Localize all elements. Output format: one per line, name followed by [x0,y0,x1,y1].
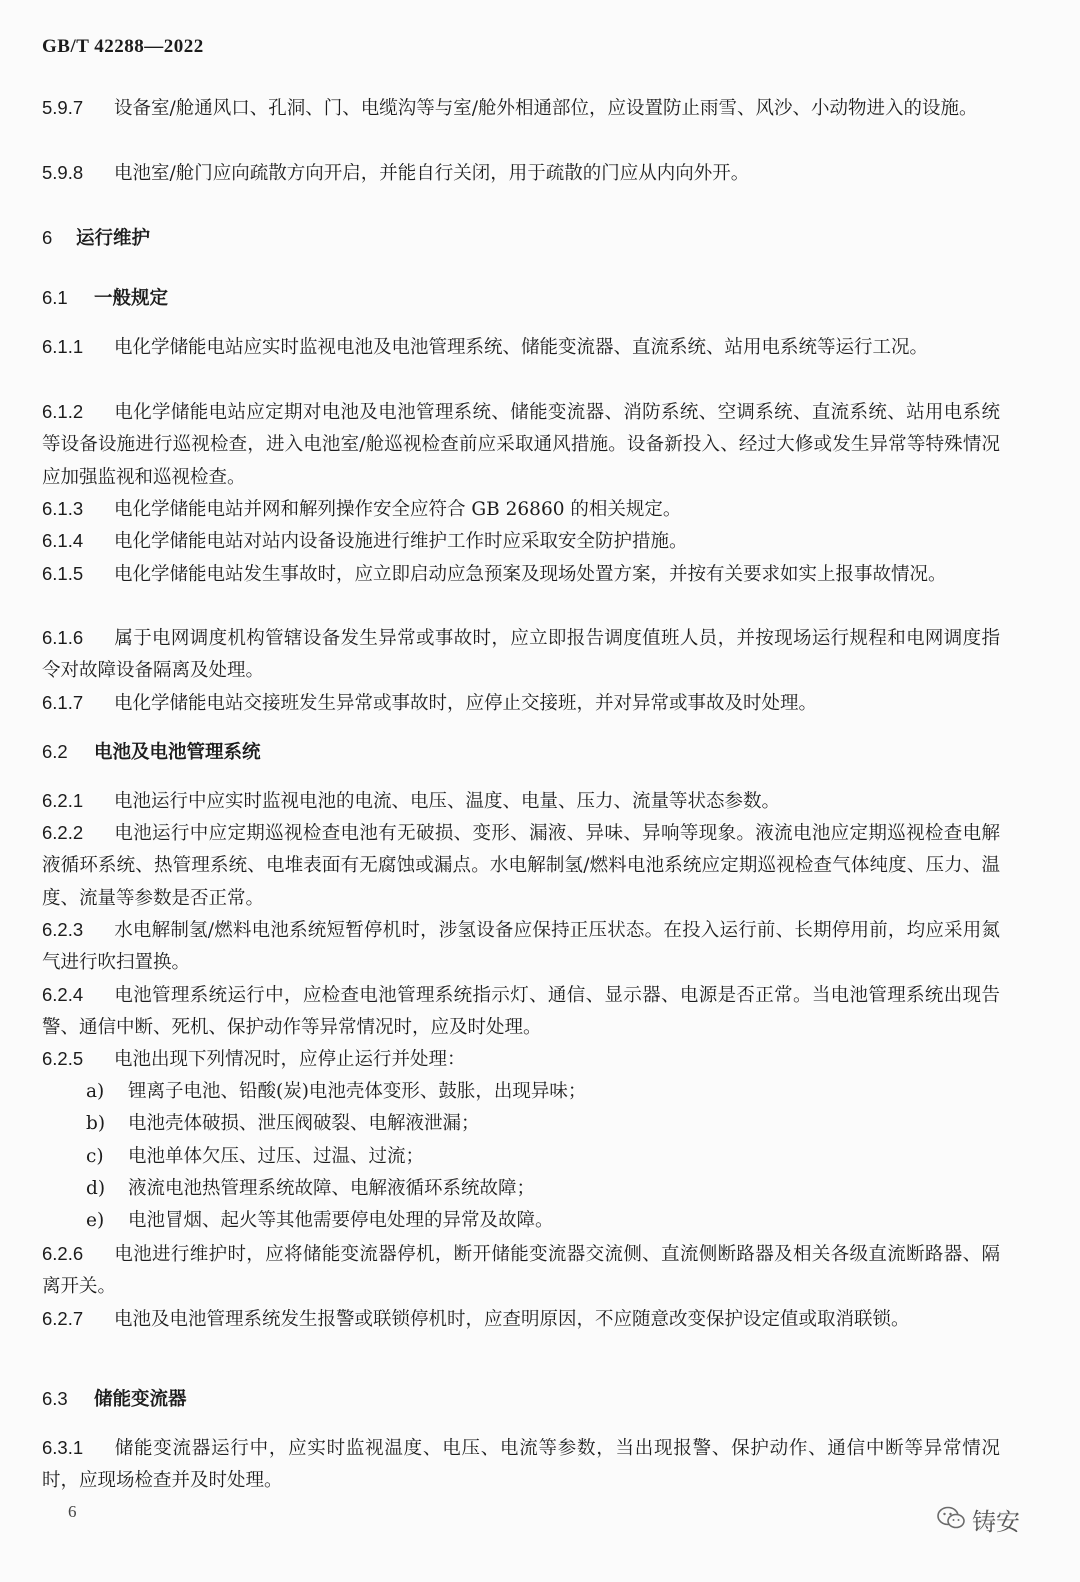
clause-6-2-1 [42,785,1000,818]
clause-number: 6.1.2 [42,401,84,422]
page-number: 6 [68,1502,77,1521]
wechat-icon [936,1505,966,1535]
list-item [86,1141,986,1173]
clause-number: 6.2.7 [42,1308,84,1329]
section-heading-6-2 [42,736,1000,769]
clause-text: 电化学储能电站交接班发生异常或事故时，应停止交接班，并对异常或事故及时处理。 [114,693,818,714]
section-heading-6-3 [42,1383,1000,1416]
clause-number: 6.3.1 [42,1437,84,1458]
clause-text: 设备室/舱通风口、孔洞、门、电缆沟等与室/舱外相通部位，应设置防止雨雪、风沙、小动物进入的设施。 [114,98,978,119]
clause-text: 电池出现下列情况时，应停止运行并处理： [114,1049,466,1070]
clause-number: 6.1.7 [42,692,84,713]
clause-number: 6.2.4 [42,984,84,1005]
clause-number: 5.9.8 [42,162,84,183]
clause-number: 6.2.5 [42,1048,84,1069]
clause-text: 电池运行中应实时监视电池的电流、电压、温度、电量、压力、流量等状态参数。 [114,791,781,812]
section-number: 6.2 [42,741,68,762]
list-text: 液流电池热管理系统故障、电解液循环系统故障； [128,1178,536,1199]
watermark-text: 铸安 [972,1508,1020,1536]
list-item [86,1108,986,1140]
clause-text: 属于电网调度机构管辖设备发生异常或事故时，应立即报告调度值班人员，并按现场运行规程和电网调度指令对故障设备隔离及处理。 [42,628,1000,682]
list-item [86,1076,986,1108]
section-title: 储能变流器 [94,1389,187,1410]
clause-6-3-1 [42,1432,1000,1498]
clause-text: 电化学储能电站应实时监视电池及电池管理系统、储能变流器、直流系统、站用电系统等运行工况。 [114,337,929,358]
clause-5-9-7 [42,92,1000,125]
clause-6-2-2 [42,817,1000,915]
clause-5-9-8 [42,157,1000,190]
clause-number: 6.1.4 [42,530,84,551]
list-text: 锂离子电池、铅酸(炭)电池壳体变形、鼓胀，出现异味； [128,1081,587,1102]
clause-6-1-7 [42,687,1000,720]
clause-text: 电池管理系统运行中，应检查电池管理系统指示灯、通信、显示器、电源是否正常。当电池管理系统出现告警、通信中断、死机、保护动作等异常情况时，应及时处理。 [42,985,1000,1039]
clause-number: 5.9.7 [42,97,84,118]
section-title: 电池及电池管理系统 [94,742,261,763]
list-marker: e) [86,1210,105,1231]
clause-text: 电池及电池管理系统发生报警或联锁停机时，应查明原因，不应随意改变保护设定值或取消联锁。 [114,1309,910,1330]
clause-text: 电池运行中应定期巡视检查电池有无破损、变形、漏液、异味、异响等现象。液流电池应定期巡视检查电解液循环系统、热管理系统、电堆表面有无腐蚀或漏点。水电解制氢/燃料电池系统应定期巡视检查气体纯度、压力、温度、流量等参数是否正常。 [42,823,1000,909]
doc-code: GB/T 42288—2022 [42,36,204,57]
list-marker: c) [86,1146,104,1167]
section-number: 6.1 [42,287,68,308]
clause-text: 水电解制氢/燃料电池系统短暂停机时，涉氢设备应保持正压状态。在投入运行前、长期停用前，均应采用氮气进行吹扫置换。 [42,920,1000,974]
clause-text: 电化学储能电站并网和解列操作安全应符合 GB 26860 的相关规定。 [114,499,682,520]
clause-number: 6.2.1 [42,790,84,811]
clause-6-2-4 [42,979,1000,1045]
clause-text: 电化学储能电站应定期对电池及电池管理系统、储能变流器、消防系统、空调系统、直流系统、站用电系统等设备设施进行巡视检查，进入电池室/舱巡视检查前应采取通风措施。设备新投入、经过大修或发生异常等特殊情况应加强监视和巡视检查。 [42,402,1000,488]
section-heading-6 [42,222,1000,255]
clause-6-1-6 [42,622,1000,688]
clause-6-1-5 [42,558,1000,591]
clause-6-2-6 [42,1238,1000,1304]
watermark [936,1502,1020,1537]
clause-number: 6.2.2 [42,822,84,843]
clause-6-2-5 [42,1043,1000,1076]
clause-number: 6.2.3 [42,919,84,940]
clause-text: 储能变流器运行中，应实时监视温度、电压、电流等参数，当出现报警、保护动作、通信中断等异常情况时，应现场检查并及时处理。 [42,1438,1000,1492]
section-title: 运行维护 [76,228,151,249]
list-text: 电池单体欠压、过压、过温、过流； [128,1146,425,1167]
clause-text: 电池室/舱门应向疏散方向开启，并能自行关闭，用于疏散的门应从内向外开。 [114,163,750,184]
clause-6-2-7 [42,1303,1000,1336]
clause-text: 电化学储能电站对站内设备设施进行维护工作时应采取安全防护措施。 [114,531,688,552]
list-text: 电池冒烟、起火等其他需要停电处理的异常及故障。 [128,1210,554,1231]
list-marker: a) [86,1081,105,1102]
clause-number: 6.1.1 [42,336,84,357]
section-number: 6.3 [42,1388,68,1409]
list-marker: d) [86,1178,106,1199]
clause-6-2-3 [42,914,1000,980]
list-item [86,1205,986,1237]
list-text: 电池壳体破损、泄压阀破裂、电解液泄漏； [128,1113,480,1134]
list-marker: b) [86,1113,106,1134]
clause-6-1-3 [42,493,1000,526]
clause-number: 6.1.6 [42,627,84,648]
clause-text: 电池进行维护时，应将储能变流器停机，断开储能变流器交流侧、直流侧断路器及相关各级直流断路器、隔离开关。 [42,1244,1000,1298]
section-number: 6 [42,227,53,248]
clause-6-1-2 [42,396,1000,494]
clause-6-1-4 [42,525,1000,558]
clause-number: 6.1.5 [42,563,84,584]
clause-number: 6.2.6 [42,1243,84,1264]
clause-text: 电化学储能电站发生事故时，应立即启动应急预案及现场处置方案，并按有关要求如实上报事故情况。 [114,564,947,585]
clause-number: 6.1.3 [42,498,84,519]
list-item [86,1173,986,1205]
section-heading-6-1 [42,282,1000,315]
clause-6-1-1 [42,331,1000,364]
section-title: 一般规定 [94,288,169,309]
